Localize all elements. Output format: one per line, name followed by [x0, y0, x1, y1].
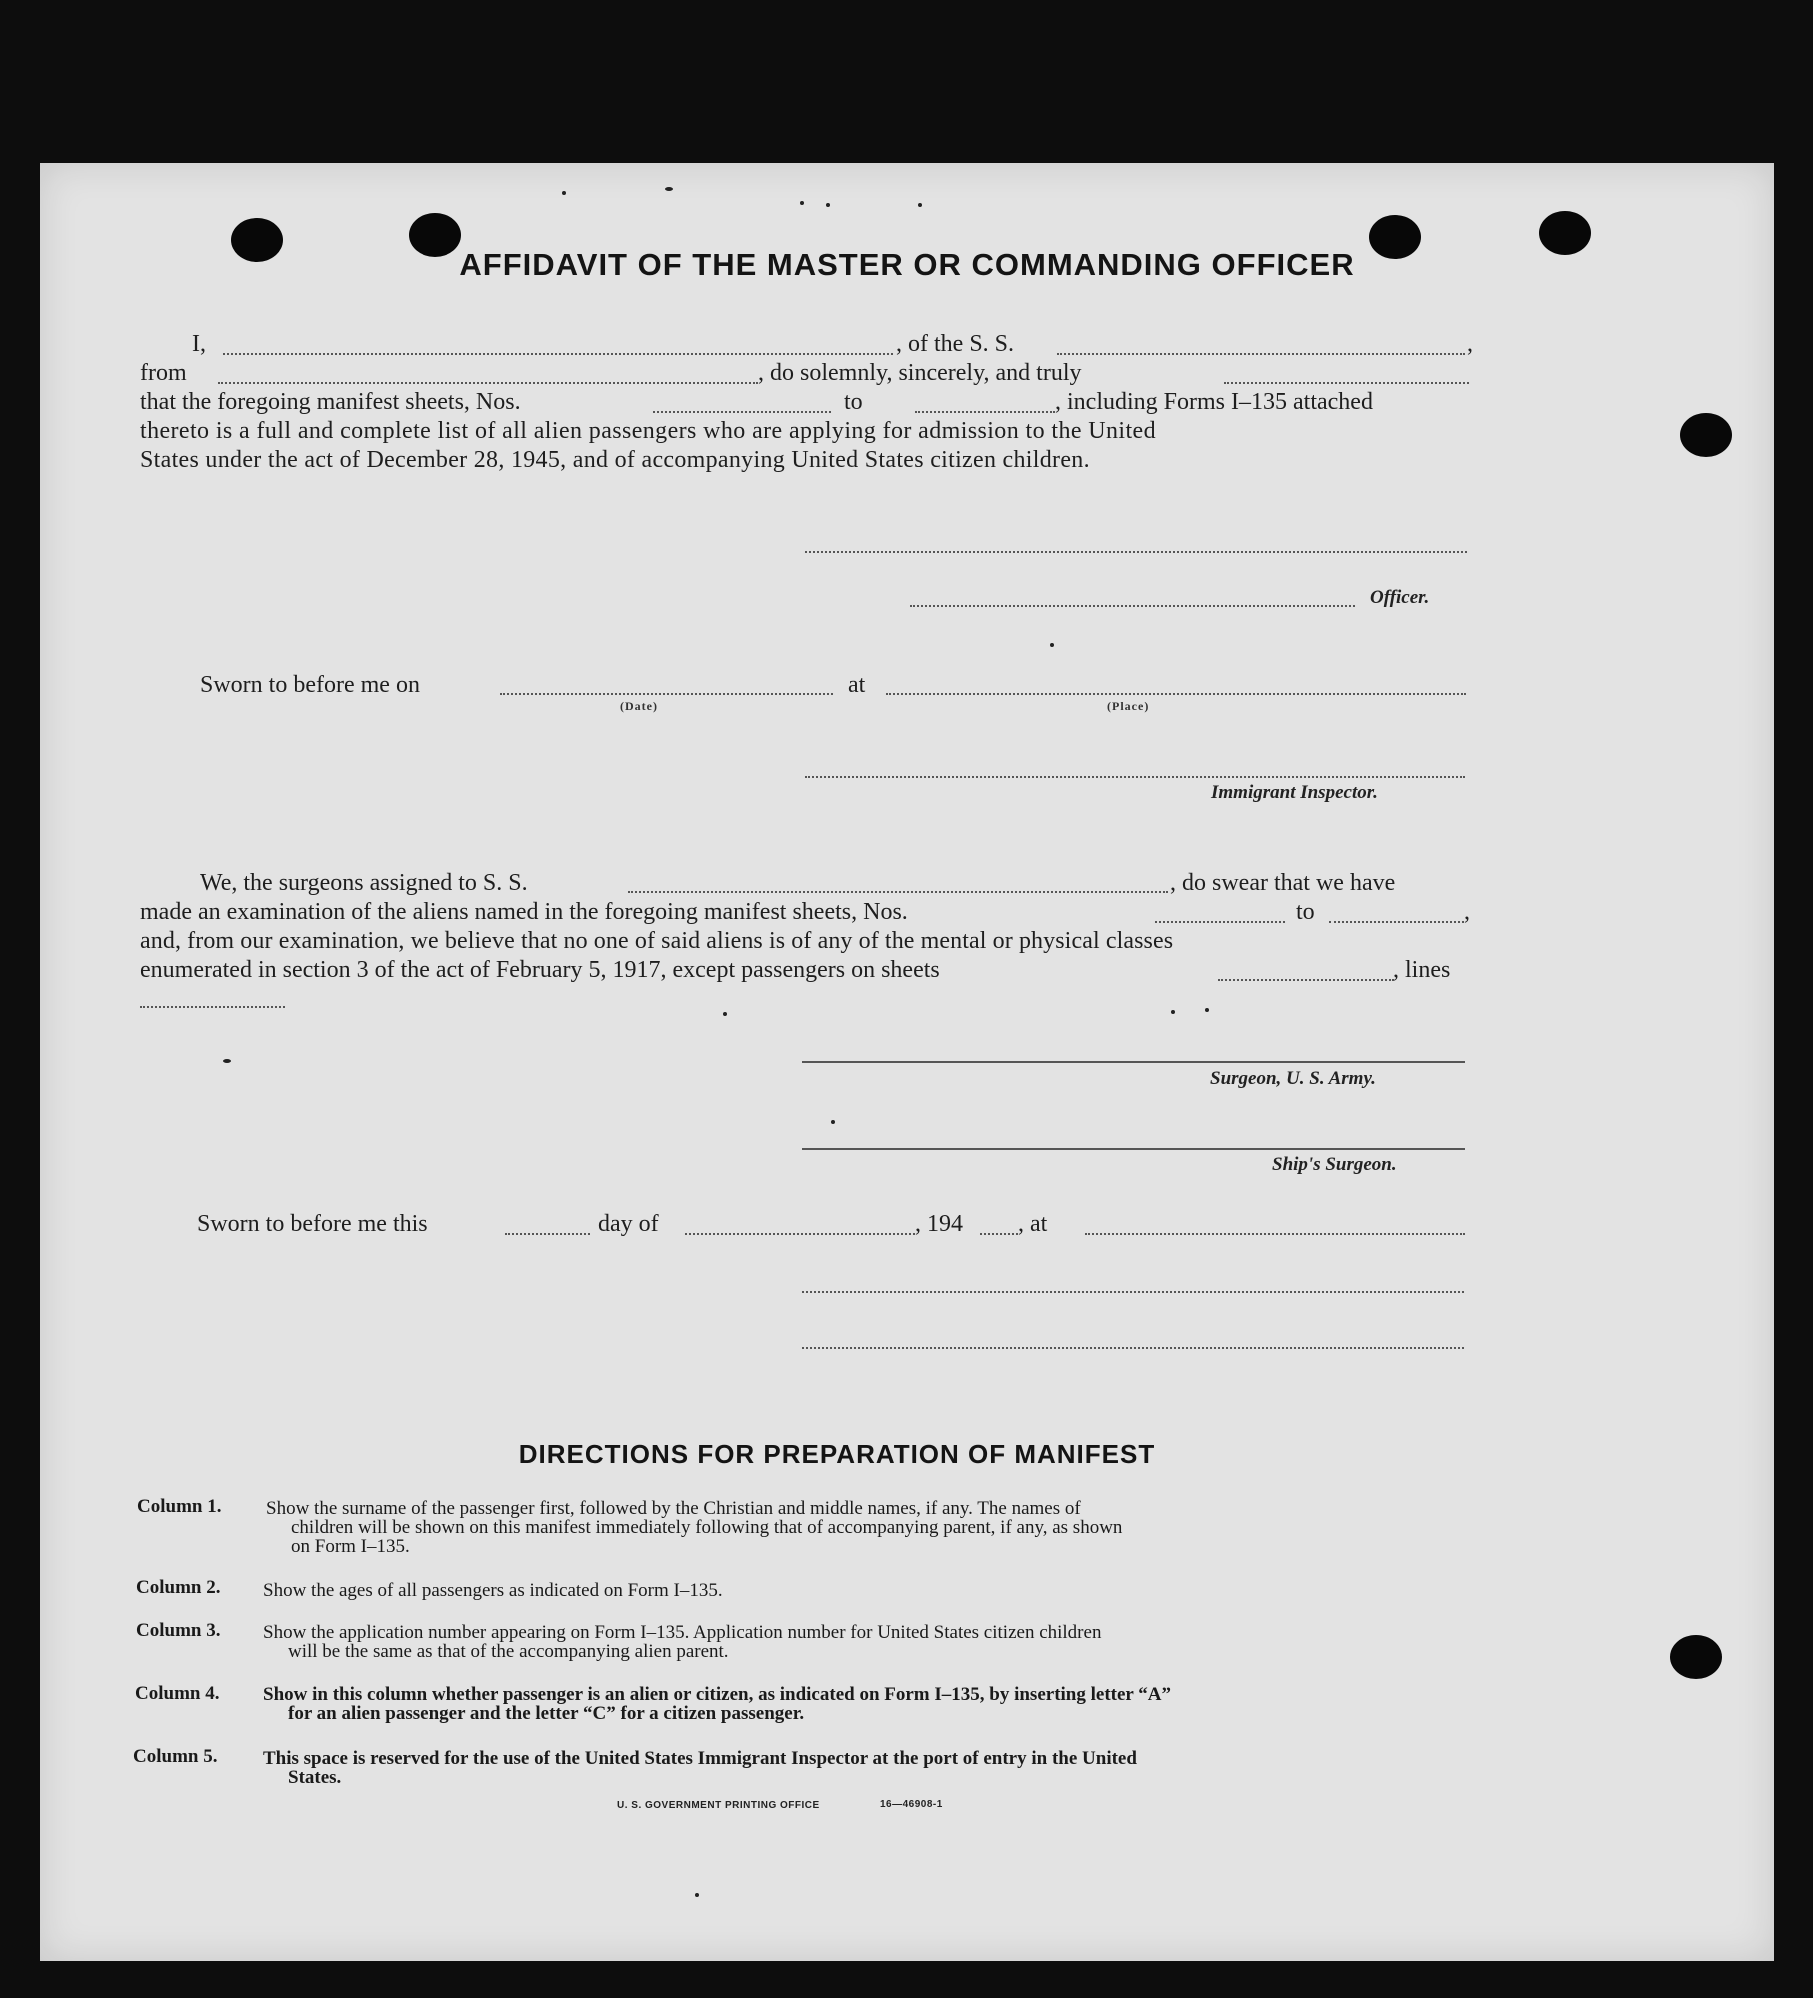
sheets-from-field[interactable]	[653, 411, 831, 413]
sworn-month-field[interactable]	[685, 1233, 915, 1235]
ship-surgeon-signature-line[interactable]	[802, 1148, 1465, 1150]
speck	[1050, 643, 1054, 647]
affidavit-line3-b: to	[844, 389, 863, 415]
truly-field[interactable]	[1224, 382, 1469, 384]
surgeons-line4-a: enumerated in section 3 of the act of February 5, 1917, except passengers on sheets	[140, 957, 940, 983]
surgeons-line3: and, from our examination, we believe that no one of said aliens is of any of the mental or physical classes	[140, 928, 1174, 954]
officer-signature-line[interactable]	[805, 551, 1467, 553]
affidavit-line1-a: I,	[192, 331, 206, 357]
sworn2-text-b: day of	[598, 1211, 659, 1237]
surgeon-sheets-from-field[interactable]	[1155, 921, 1285, 923]
affidavit-line3-a: that the foregoing manifest sheets, Nos.	[140, 389, 521, 415]
surgeon-sheets-to-field[interactable]	[1329, 921, 1464, 923]
directions-column-1-line1: Show the surname of the passenger first, followed by the Christian and middle names, if any. The names of	[266, 1498, 1081, 1519]
affidavit-line2-b: , do solemnly, sincerely, and truly	[758, 360, 1082, 386]
ship-surgeon-label: Ship's Surgeon.	[1272, 1154, 1397, 1175]
speck	[831, 1120, 835, 1124]
ship-name-field[interactable]	[1057, 353, 1465, 355]
surgeon-ship-field[interactable]	[628, 891, 1168, 893]
directions-column-4-label: Column 4.	[135, 1683, 220, 1704]
affidavit-line4: thereto is a full and complete list of all alien passengers who are applying for admission to the United	[140, 418, 1157, 444]
speck	[665, 187, 673, 191]
directions-column-4-line2: for an alien passenger and the letter “C” for a citizen passenger.	[288, 1703, 805, 1724]
directions-column-4-text	[263, 1685, 1463, 1723]
master-name-field[interactable]	[223, 353, 893, 355]
printer-imprint: U. S. GOVERNMENT PRINTING OFFICE	[617, 1800, 820, 1811]
sworn-day-field[interactable]	[505, 1233, 590, 1235]
affidavit-line1-c: ,	[1467, 331, 1473, 357]
from-port-field[interactable]	[218, 382, 758, 384]
directions-column-5-line1: This space is reserved for the use of the United States Immigrant Inspector at the port of entry in the United	[263, 1748, 1137, 1769]
directions-title: DIRECTIONS FOR PREPARATION OF MANIFEST	[518, 1439, 1156, 1469]
directions-column-1-line3: on Form I–135.	[291, 1536, 410, 1557]
affidavit-line5: States under the act of December 28, 1945, and of accompanying United States citizen children.	[140, 447, 1090, 473]
sworn2-text-d: , at	[1018, 1211, 1048, 1237]
speck	[562, 191, 566, 195]
sworn2-text-a: Sworn to before me this	[197, 1211, 428, 1237]
directions-column-2-line1: Show the ages of all passengers as indicated on Form I–135.	[263, 1580, 723, 1601]
officer-label: Officer.	[1370, 587, 1430, 608]
speck	[826, 203, 830, 207]
form-code: 16—46908-1	[880, 1799, 943, 1810]
surgeons-line2-b: to	[1296, 899, 1315, 925]
sworn1-text-a: Sworn to before me on	[200, 672, 420, 698]
army-surgeon-signature-line[interactable]	[802, 1061, 1465, 1063]
form-sheet	[40, 163, 1774, 1961]
speck	[723, 1012, 727, 1016]
except-sheets-field[interactable]	[1218, 979, 1394, 981]
speck	[1171, 1010, 1175, 1014]
sheets-to-field[interactable]	[915, 411, 1055, 413]
inspector-signature-line[interactable]	[805, 776, 1465, 778]
affidavit-line2-a: from	[140, 360, 187, 386]
surgeons-line1-a: We, the surgeons assigned to S. S.	[200, 870, 528, 896]
sworn-date-field[interactable]	[500, 693, 833, 695]
surgeons-line1-b: , do swear that we have	[1170, 870, 1396, 896]
punch-hole	[1680, 413, 1732, 457]
affidavit-line3-c: , including Forms I–135 attached	[1055, 389, 1373, 415]
surgeons-line2-c: ,	[1464, 899, 1470, 925]
sworn-at-field[interactable]	[1085, 1233, 1465, 1235]
officer-title-line[interactable]	[910, 605, 1355, 607]
speck	[695, 1893, 699, 1897]
directions-column-1-line2: children will be shown on this manifest immediately following that of accompanying parent, if any, as shown	[291, 1517, 1123, 1538]
affidavit-title: AFFIDAVIT OF THE MASTER OR COMMANDING OFFICER	[459, 247, 1355, 282]
speck	[800, 201, 804, 205]
punch-hole	[1670, 1635, 1722, 1679]
directions-column-3-line2: will be the same as that of the accompanying alien parent.	[288, 1641, 729, 1662]
place-caption: (Place)	[1107, 699, 1150, 713]
sworn-place-field[interactable]	[886, 693, 1466, 695]
inspector-label: Immigrant Inspector.	[1211, 782, 1378, 803]
directions-column-4-line1: Show in this column whether passenger is an alien or citizen, as indicated on Form I–135, by inserting letter “A”	[263, 1684, 1171, 1705]
directions-column-5-text	[263, 1749, 1463, 1787]
directions-column-2-label: Column 2.	[136, 1577, 221, 1598]
sworn1-text-b: at	[848, 672, 866, 698]
speck	[1205, 1008, 1209, 1012]
directions-column-1-text	[266, 1499, 1466, 1556]
directions-column-5-label: Column 5.	[133, 1746, 218, 1767]
directions-column-2-text	[263, 1581, 1463, 1600]
date-caption: (Date)	[620, 699, 658, 713]
directions-column-3-text	[263, 1623, 1463, 1661]
directions-column-3-line1: Show the application number appearing on Form I–135. Application number for United States citizen children	[263, 1622, 1102, 1643]
army-surgeon-label: Surgeon, U. S. Army.	[1210, 1068, 1376, 1089]
sworn2-signature-line[interactable]	[802, 1291, 1464, 1293]
surgeons-line4-b: , lines	[1393, 957, 1451, 983]
directions-column-5-line2: States.	[288, 1767, 342, 1788]
sworn-year-field[interactable]	[980, 1233, 1018, 1235]
sworn2-text-c: , 194	[915, 1211, 963, 1237]
except-lines-field[interactable]	[140, 1006, 285, 1008]
speck	[223, 1059, 231, 1063]
directions-column-3-label: Column 3.	[136, 1620, 221, 1641]
surgeons-line2-a: made an examination of the aliens named in the foregoing manifest sheets, Nos.	[140, 899, 908, 925]
affidavit-line1-b: , of the S. S.	[896, 331, 1015, 357]
directions-column-1-label: Column 1.	[137, 1496, 222, 1517]
speck	[918, 203, 922, 207]
sworn2-title-line[interactable]	[802, 1347, 1464, 1349]
